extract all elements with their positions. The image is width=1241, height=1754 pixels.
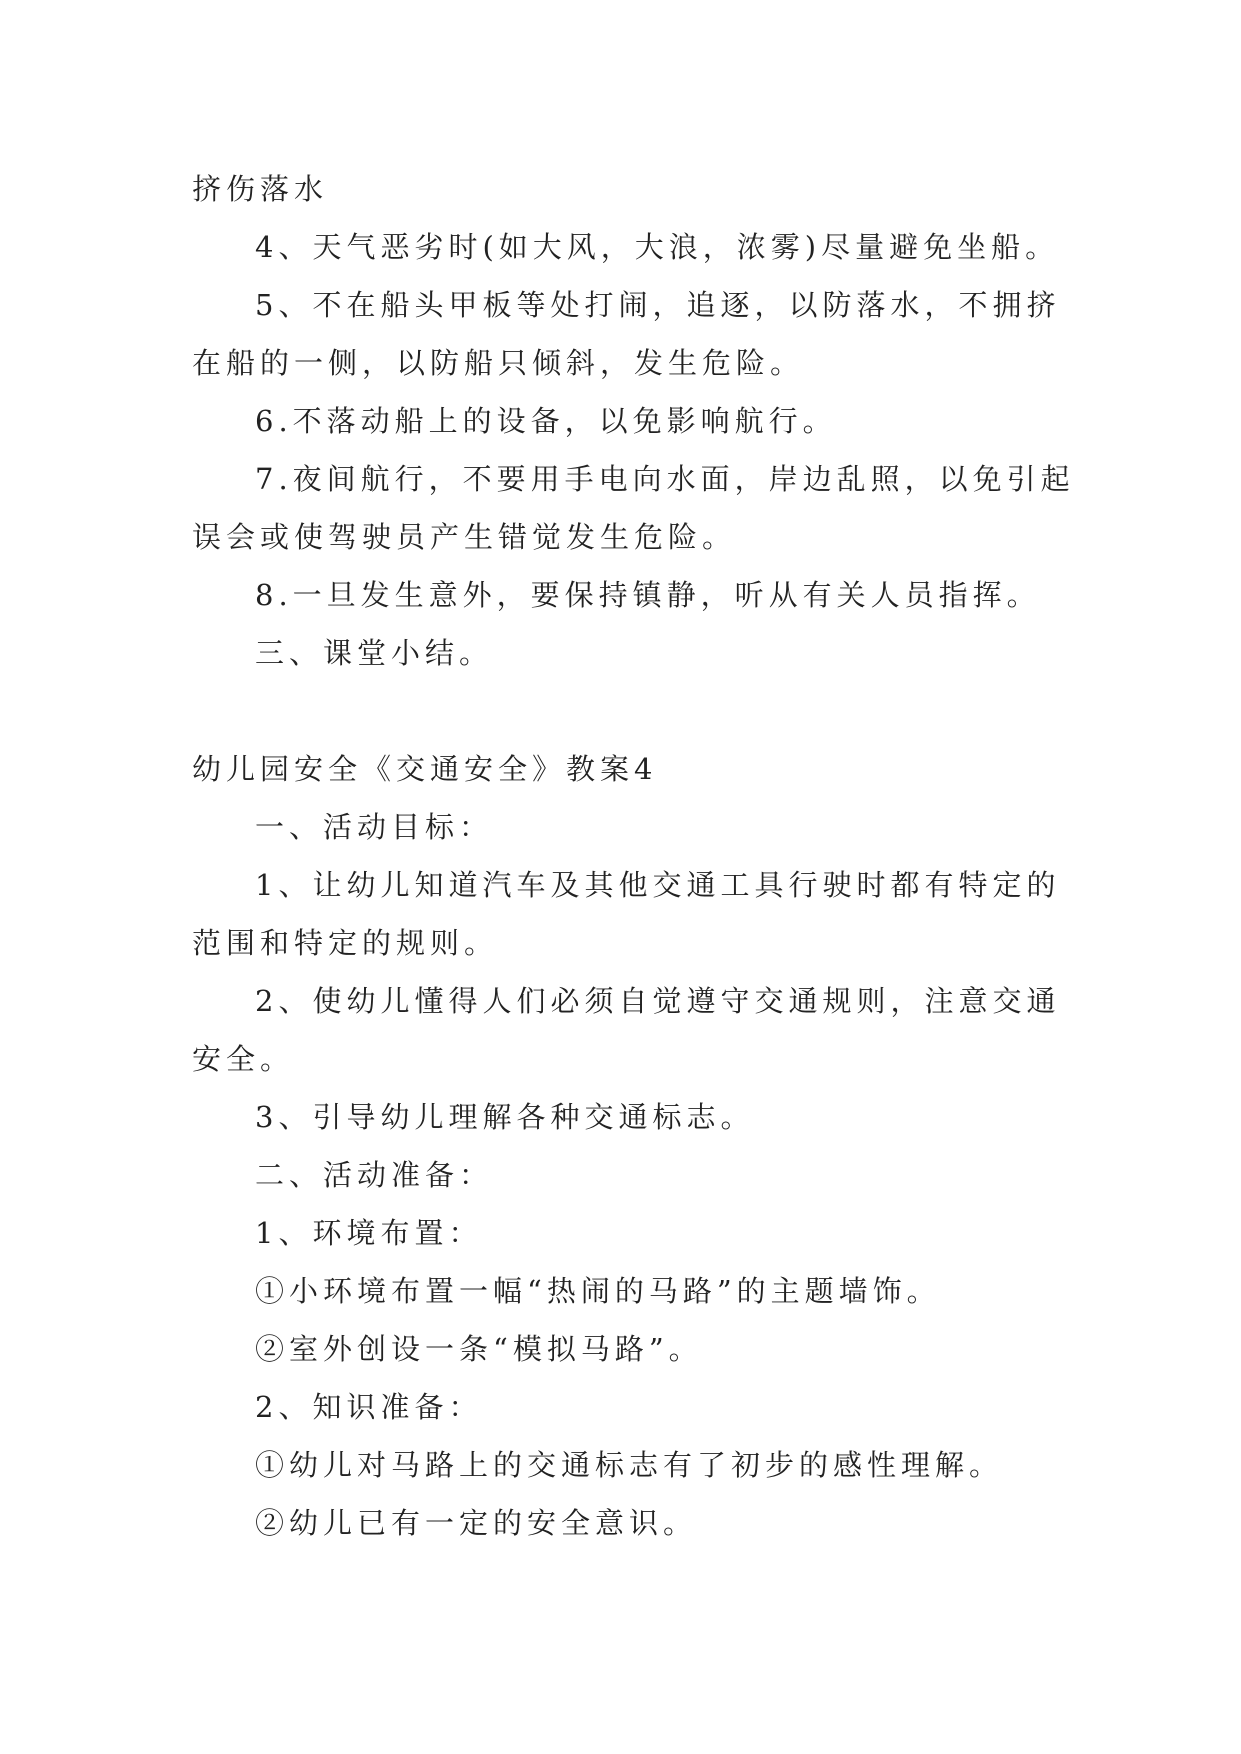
- paragraph-line: 1、让幼儿知道汽车及其他交通工具行驶时都有特定的: [255, 868, 1061, 902]
- paragraph-line: 8.一旦发生意外，要保持镇静，听从有关人员指挥。: [255, 578, 1041, 612]
- paragraph-line: 6.不落动船上的设备，以免影响航行。: [255, 404, 837, 438]
- paragraph-line: ①小环境布置一幅“热闹的马路”的主题墙饰。: [255, 1274, 941, 1308]
- paragraph-line: 范围和特定的规则。: [192, 926, 499, 960]
- paragraph-line: 2、知识准备：: [255, 1390, 483, 1424]
- paragraph-line: 4、天气恶劣时(如大风，大浪，浓雾)尽量避免坐船。: [255, 230, 1060, 264]
- paragraph-line: 一、活动目标：: [255, 810, 494, 844]
- paragraph-line: ②室外创设一条“模拟马路”。: [255, 1332, 703, 1366]
- document-body: [192, 160, 1075, 1552]
- paragraph-line: 7.夜间航行，不要用手电向水面，岸边乱照，以免引起: [255, 462, 1075, 496]
- paragraph-line: ①幼儿对马路上的交通标志有了初步的感性理解。: [255, 1448, 1004, 1482]
- paragraph-line: 5、不在船头甲板等处打闹，追逐，以防落水，不拥挤: [255, 288, 1061, 322]
- paragraph-line: 在船的一侧，以防船只倾斜，发生危险。: [192, 346, 805, 380]
- paragraph-line: 误会或使驾驶员产生错觉发生危险。: [192, 520, 737, 554]
- paragraph-line: 1、环境布置：: [255, 1216, 483, 1250]
- section-spacer: [192, 682, 1062, 740]
- paragraph-line: 三、课堂小结。: [255, 636, 494, 670]
- paragraph-line: 安全。: [192, 1042, 295, 1076]
- paragraph-line: 2、使幼儿懂得人们必须自觉遵守交通规则，注意交通: [255, 984, 1061, 1018]
- paragraph-line: 挤伤落水: [192, 172, 329, 206]
- paragraph-line: 3、引导幼儿理解各种交通标志。: [255, 1100, 755, 1134]
- paragraph-line: ②幼儿已有一定的安全意识。: [255, 1506, 698, 1540]
- paragraph-line: 二、活动准备：: [255, 1158, 494, 1192]
- section-title: 幼儿园安全《交通安全》教案4: [192, 752, 658, 786]
